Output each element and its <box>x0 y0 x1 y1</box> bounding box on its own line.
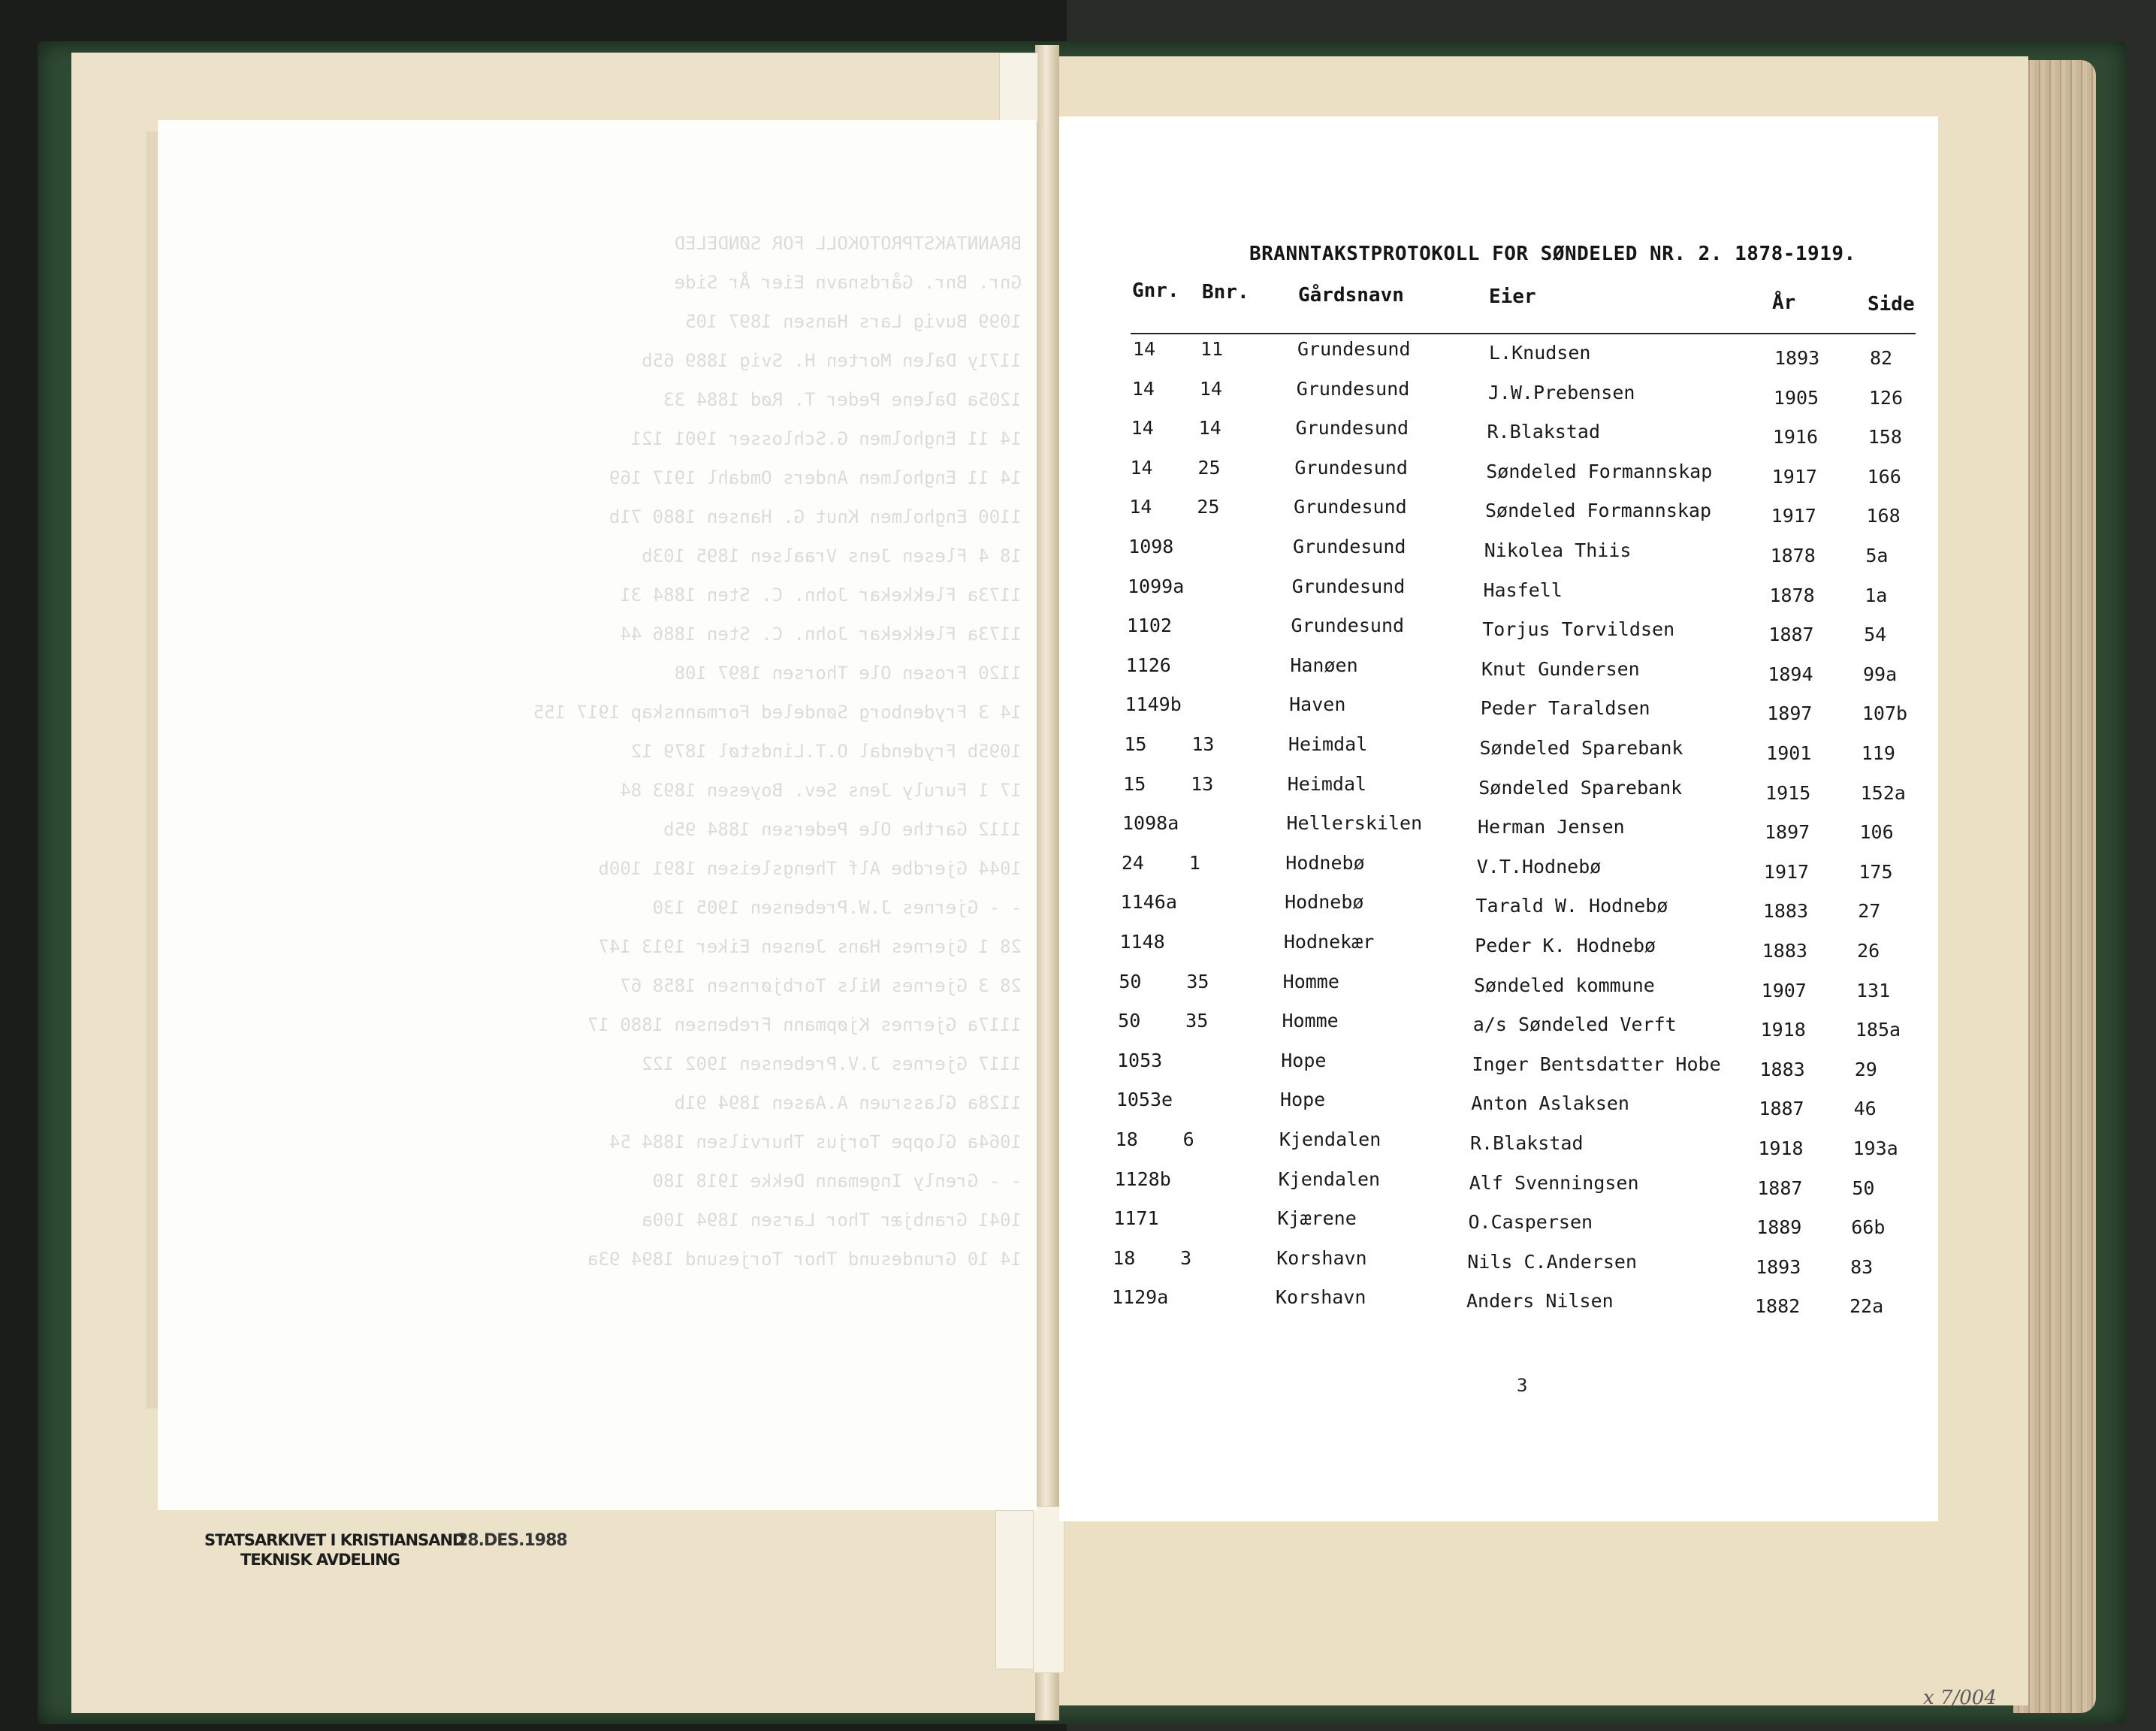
cell-eier: Knut Gundersen <box>1481 657 1640 680</box>
cell-eier: Tarald W. Hodnebø <box>1475 895 1668 917</box>
cell-side: 158 <box>1868 426 1902 449</box>
cell-ar: 1893 <box>1756 1255 1801 1278</box>
cell-eier: Nikolea Thiis <box>1484 539 1632 561</box>
cell-bnr: 14 <box>1198 417 1221 440</box>
cell-gardsnavn: Kjærene <box>1277 1207 1357 1230</box>
cell-eier: L.Knudsen <box>1489 342 1591 364</box>
cell-eier: Søndeled kommune <box>1474 974 1655 996</box>
cell-gardsnavn: Grundesund <box>1295 417 1409 440</box>
cell-ar: 1883 <box>1762 900 1809 923</box>
cell-gardsnavn: Homme <box>1282 970 1339 992</box>
cell-eier: J.W.Prebensen <box>1487 381 1635 403</box>
bleedthrough-text: BRANNTAKSTPROTOKOLL FOR SØNDELED Gnr. Bnr. Gårdsnavn Eier År Side 1099 Buvig Lars Hansen 1897 105 1171y Dalen Morten H. Svig 1889 65b 1205a Dalene Peder T. Rød 1884 33 14 11 Engholmen G.Schlosser 1901 121 14 11 Engholmen Anders Omdahl 1917 169 1100 Engholmen Knut G. Hansen 1880 71b 18 4 Flesen Jens Vraalsen 1895 103b 1173a Flekkekar John. C. Sten 1884 31 1173a Flekkekar John. C. Sten 1886 44 1120 Frosen Ole Thorsen 1897 108 14 3 Frydenborg Søndeled Formannskap 1917 155 1095b Frydendal O.T.Lindstøl 1879 12 17 1 Furuly Jens Sev. Boyesen 1893 84 1112 Garthe Ole Pedersen 1884 95b 1044 Gjerdbe Alf Thengsleisen 1891 100b - - Gjernes J.W.Prebensen 1905 130 28 1 Gjernes Hans Jensen Eiker 1913 147 28 3 Gjernes Nils Torbjørnsen 1858 67 1117a Gjernes Kjøpmann Frebensen 1880 17 1117 Gjernes J.V.Prebensen 1902 122 1128a Glassruen A.Aasen 1894 91b 1064a Gloppe Torjus Thurvilsen 1884 54 - - Grenly Ingemann Dekke 1918 180 1041 Granbjær Thor Larsen 1894 100a 14 10 Grundesund Thor Torjesund 1894 93a <box>533 233 1022 1270</box>
cell-side: 27 <box>1858 900 1881 923</box>
cell-gnr: 1126 <box>1125 654 1171 676</box>
table-row <box>0 1010 2156 1047</box>
date-stamp: 28.DES.1988 <box>457 1531 567 1550</box>
cell-side: 5a <box>1865 545 1889 566</box>
table-row <box>0 812 2156 850</box>
cell-ar: 1917 <box>1763 860 1810 883</box>
table-row <box>0 496 2156 533</box>
table-row <box>0 1168 2156 1206</box>
cell-ar: 1916 <box>1772 426 1819 449</box>
cell-ar: 1918 <box>1760 1019 1806 1041</box>
cell-eier: Anton Aslaksen <box>1471 1092 1629 1115</box>
table-row <box>0 536 2156 573</box>
cell-eier: Torjus Torvildsen <box>1482 618 1675 641</box>
cell-side: 22a <box>1850 1295 1884 1318</box>
page-number: 3 <box>1517 1375 1528 1396</box>
archive-stamp-line1: STATSARKIVET I KRISTIANSAND <box>204 1531 465 1549</box>
cell-eier: O.Caspersen <box>1468 1211 1593 1234</box>
cell-ar: 1917 <box>1771 505 1816 527</box>
cell-eier: Nils C.Andersen <box>1467 1250 1638 1273</box>
cell-gardsnavn: Korshavn <box>1276 1286 1366 1309</box>
cell-gnr: 14 <box>1130 456 1153 479</box>
cell-gnr: 1102 <box>1126 615 1173 637</box>
cell-eier: Herman Jensen <box>1478 816 1625 838</box>
cell-side: 1a <box>1865 584 1888 606</box>
table-row <box>0 615 2156 652</box>
cell-ar: 1897 <box>1765 821 1810 844</box>
cell-eier: Alf Svenningsen <box>1469 1171 1639 1194</box>
cell-eier: R.Blakstad <box>1470 1132 1584 1154</box>
header-gardsnavn: Gårdsnavn <box>1298 284 1404 307</box>
table-row <box>0 338 2156 376</box>
cell-gnr: 1053 <box>1117 1049 1163 1071</box>
cell-gnr: 1149b <box>1125 693 1182 716</box>
cell-gardsnavn: Grundesund <box>1291 575 1406 597</box>
cell-gnr: 1053e <box>1116 1089 1173 1111</box>
cell-gardsnavn: Heimdal <box>1287 772 1367 795</box>
cell-gnr: 1129a <box>1112 1286 1169 1309</box>
document-title: BRANNTAKSTPROTOKOLL FOR SØNDELED NR. 2. 1878-1919. <box>1249 243 1856 265</box>
cell-gnr: 1098a <box>1122 812 1179 835</box>
cell-gardsnavn: Grundesund <box>1294 496 1407 518</box>
cell-bnr: 1 <box>1188 851 1200 874</box>
cell-side: 83 <box>1850 1255 1874 1278</box>
cell-bnr: 35 <box>1185 1010 1209 1032</box>
cell-gnr: 15 <box>1124 733 1147 755</box>
table-row <box>0 733 2156 771</box>
cell-gardsnavn: Haven <box>1289 693 1346 716</box>
cell-ar: 1882 <box>1755 1295 1801 1318</box>
cell-ar: 1907 <box>1761 979 1807 1001</box>
table-row <box>0 457 2156 494</box>
cell-gardsnavn: Heimdal <box>1288 733 1368 755</box>
header-bnr: Bnr. <box>1202 281 1249 304</box>
cell-gardsnavn: Hodnebø <box>1285 891 1364 914</box>
cell-side: 126 <box>1868 386 1904 409</box>
cell-side: 26 <box>1857 940 1880 962</box>
binding-tape-top <box>999 53 1038 122</box>
pencil-note: x 7/004 <box>1923 1687 1997 1709</box>
table-row <box>0 378 2156 415</box>
cell-gnr: 18 <box>1115 1128 1138 1150</box>
cell-side: 175 <box>1859 860 1893 883</box>
cell-ar: 1889 <box>1756 1216 1802 1239</box>
table-row <box>0 891 2156 929</box>
table-row <box>0 1050 2156 1087</box>
table-row <box>0 1247 2156 1285</box>
archive-stamp-line2: TEKNISK AVDELING <box>240 1551 400 1569</box>
cell-gnr: 24 <box>1121 851 1144 874</box>
table-row <box>0 931 2156 968</box>
cell-eier: Peder Taraldsen <box>1480 697 1650 720</box>
cell-gardsnavn: Kjendalen <box>1279 1128 1381 1150</box>
header-rule <box>1131 333 1916 334</box>
cell-side: 66b <box>1851 1216 1886 1239</box>
table-row <box>0 852 2156 890</box>
cell-side: 82 <box>1870 347 1893 369</box>
cell-gardsnavn: Korshavn <box>1276 1246 1367 1269</box>
cell-bnr: 6 <box>1182 1128 1194 1150</box>
cell-eier: Søndeled Formannskap <box>1485 500 1712 522</box>
cell-gnr: 18 <box>1113 1246 1136 1269</box>
cell-side: 166 <box>1867 465 1901 488</box>
cell-ar: 1918 <box>1758 1137 1804 1159</box>
cell-side: 131 <box>1856 979 1891 1001</box>
cell-gardsnavn: Hellerskilen <box>1286 812 1423 835</box>
cell-ar: 1883 <box>1759 1058 1805 1080</box>
cell-gardsnavn: Grundesund <box>1294 456 1408 479</box>
table-row <box>0 654 2156 692</box>
header-gnr: Gnr. <box>1132 279 1179 302</box>
cell-gnr: 14 <box>1133 338 1156 360</box>
table-row <box>0 1286 2156 1324</box>
cell-gnr: 1171 <box>1113 1207 1159 1230</box>
cell-bnr: 25 <box>1197 456 1221 479</box>
cell-ar: 1917 <box>1771 465 1817 488</box>
table-row <box>0 1089 2156 1126</box>
cell-gnr: 15 <box>1123 772 1146 795</box>
cell-gnr: 50 <box>1119 970 1142 992</box>
cell-side: 107b <box>1862 702 1908 725</box>
cell-side: 50 <box>1852 1177 1875 1199</box>
table-row <box>0 575 2156 613</box>
table-row <box>0 773 2156 811</box>
cell-gnr: 1128b <box>1114 1168 1171 1190</box>
binding-tape-bottom-right <box>1033 1506 1064 1673</box>
cell-eier: Søndeled Sparebank <box>1478 776 1683 799</box>
table-row <box>0 417 2156 455</box>
cell-ar: 1905 <box>1773 386 1819 409</box>
cell-gardsnavn: Kjendalen <box>1278 1168 1381 1190</box>
cell-side: 46 <box>1853 1098 1877 1120</box>
cell-bnr: 14 <box>1199 377 1222 400</box>
cell-eier: Søndeled Sparebank <box>1479 737 1683 759</box>
cell-eier: Søndeled Formannskap <box>1486 460 1713 482</box>
cell-gnr: 1098 <box>1128 536 1174 557</box>
cell-bnr: 3 <box>1180 1246 1192 1269</box>
cell-ar: 1915 <box>1765 781 1811 804</box>
cell-ar: 1883 <box>1762 940 1807 962</box>
cell-side: 54 <box>1864 624 1887 646</box>
cell-gnr: 1148 <box>1119 931 1165 953</box>
cell-ar: 1887 <box>1757 1177 1803 1199</box>
archive-stamp <box>204 1530 465 1569</box>
cell-gnr: 14 <box>1131 417 1154 440</box>
cell-side: 193a <box>1853 1137 1898 1159</box>
cell-eier: a/s Søndeled Verft <box>1472 1014 1677 1036</box>
table-row <box>0 1128 2156 1166</box>
cell-side: 119 <box>1861 742 1895 764</box>
cell-gardsnavn: Grundesund <box>1296 377 1410 400</box>
cell-side: 29 <box>1854 1058 1877 1080</box>
cell-gnr: 1099a <box>1128 575 1185 597</box>
cell-ar: 1887 <box>1759 1098 1804 1120</box>
table-row <box>0 971 2156 1008</box>
cell-eier: Hasfell <box>1483 579 1563 601</box>
cell-bnr: 35 <box>1186 970 1209 992</box>
cell-gardsnavn: Hanøen <box>1290 654 1358 676</box>
cell-gnr: 50 <box>1118 1010 1141 1032</box>
cell-eier: R.Blakstad <box>1487 421 1601 443</box>
cell-gardsnavn: Hope <box>1280 1089 1326 1111</box>
cell-gardsnavn: Hope <box>1281 1049 1327 1071</box>
cell-gardsnavn: Grundesund <box>1291 615 1405 637</box>
cell-bnr: 13 <box>1191 772 1214 795</box>
header-side: Side <box>1868 293 1915 316</box>
table-row <box>0 1207 2156 1245</box>
cell-eier: V.T.Hodnebø <box>1476 855 1602 878</box>
cell-ar: 1897 <box>1767 702 1813 725</box>
cell-ar: 1878 <box>1769 584 1815 606</box>
cell-eier: Inger Bentsdatter Hobe <box>1472 1053 1721 1075</box>
cell-side: 106 <box>1859 821 1894 844</box>
cell-gardsnavn: Grundesund <box>1297 338 1411 360</box>
cell-side: 185a <box>1855 1019 1901 1041</box>
cell-gardsnavn: Homme <box>1282 1010 1339 1032</box>
header-eier: Eier <box>1489 285 1536 308</box>
cell-bnr: 13 <box>1191 733 1215 755</box>
cell-gnr: 14 <box>1129 496 1152 518</box>
binding-tape-bottom-left <box>995 1510 1038 1669</box>
cell-ar: 1887 <box>1768 624 1814 646</box>
cell-bnr: 11 <box>1200 338 1224 360</box>
cell-eier: Anders Nilsen <box>1466 1290 1614 1313</box>
cell-gardsnavn: Grundesund <box>1292 536 1406 557</box>
cell-eier: Peder K. Hodnebø <box>1475 935 1656 956</box>
cell-gnr: 14 <box>1131 377 1155 400</box>
cell-bnr: 25 <box>1197 496 1220 518</box>
cell-ar: 1901 <box>1766 742 1812 764</box>
cell-gardsnavn: Hodnebø <box>1285 851 1365 874</box>
cell-ar: 1878 <box>1770 545 1816 566</box>
header-ar: År <box>1772 292 1796 314</box>
table-row <box>0 693 2156 731</box>
cell-gardsnavn: Hodnekær <box>1283 931 1375 953</box>
cell-side: 152a <box>1860 781 1906 804</box>
cell-side: 99a <box>1863 663 1898 685</box>
cell-ar: 1893 <box>1774 347 1820 369</box>
cell-gnr: 1146a <box>1120 891 1177 914</box>
cell-side: 168 <box>1866 505 1901 527</box>
cell-ar: 1894 <box>1768 663 1813 685</box>
